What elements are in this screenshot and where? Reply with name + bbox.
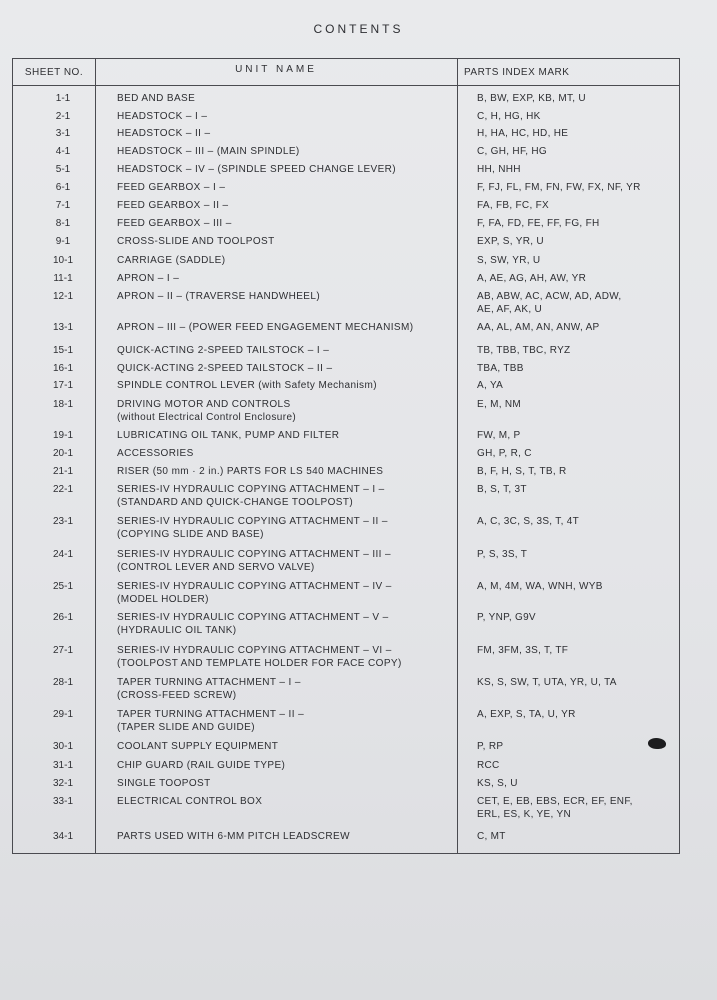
unit-name [117,110,467,123]
parts-index-line: A, C, 3C, S, 3S, T, 4T [477,516,580,527]
unit-name-line: BED AND BASE [117,93,196,104]
parts-index-mark [477,127,687,140]
unit-name [117,290,467,303]
unit-name-line: PARTS USED WITH 6-MM PITCH LEADSCREW [117,831,350,842]
sheet-number: 23-1 [52,516,73,527]
parts-index-line: RCC [477,760,500,771]
unit-name-line: SERIES-IV HYDRAULIC COPYING ATTACHMENT – VI – [117,645,392,656]
unit-name-line: TAPER TURNING ATTACHMENT – II – [117,709,305,720]
parts-index-line: C, H, HG, HK [477,111,541,122]
parts-index-line: FA, FB, FC, FX [477,200,549,211]
unit-name-line: ELECTRICAL CONTROL BOX [117,796,263,807]
parts-index-mark [477,254,687,267]
parts-index-line: KS, S, SW, T, UTA, YR, U, TA [477,677,617,688]
unit-name [117,483,467,509]
parts-index-line: B, BW, EXP, KB, MT, U [477,93,586,104]
sheet-number: 4-1 [55,146,71,157]
sheet-number: 27-1 [52,645,73,656]
parts-index-mark [477,92,687,105]
unit-name [117,199,467,212]
unit-name-line: RISER (50 mm · 2 in.) PARTS FOR LS 540 MACHINES [117,466,384,477]
parts-index-line: GH, P, R, C [477,448,532,459]
parts-index-line: A, YA [477,380,504,391]
unit-name [117,254,467,267]
unit-name [117,362,467,375]
parts-index-line: KS, S, U [477,778,518,789]
sheet-number: 9-1 [55,236,71,247]
unit-name-line: FEED GEARBOX – II – [117,200,229,211]
unit-name [117,235,467,248]
sheet-number: 26-1 [52,612,73,623]
parts-index-line: A, AE, AG, AH, AW, YR [477,273,587,284]
parts-index-mark [477,676,687,689]
unit-name [117,447,467,460]
unit-name [117,740,467,753]
sheet-number: 5-1 [55,164,71,175]
parts-index-mark [477,163,687,176]
sheet-number: 16-1 [52,363,73,374]
unit-name-line: SERIES-IV HYDRAULIC COPYING ATTACHMENT – II – [117,516,388,527]
unit-name-line: QUICK-ACTING 2-SPEED TAILSTOCK – II – [117,363,333,374]
sheet-number: 24-1 [52,549,73,560]
parts-index-line: TB, TBB, TBC, RYZ [477,345,571,356]
unit-name [117,795,467,808]
sheet-number: 15-1 [52,345,73,356]
unit-name-line: (without Electrical Control Enclosure) [117,412,297,423]
sheet-number: 6-1 [55,182,71,193]
unit-name [117,830,467,843]
parts-index-mark [477,290,687,316]
parts-index-mark [477,181,687,194]
unit-name [117,181,467,194]
parts-index-mark [477,777,687,790]
sheet-number: 20-1 [52,448,73,459]
unit-name [117,92,467,105]
unit-name [117,676,467,702]
sheet-number: 18-1 [52,399,73,410]
sheet-number: 19-1 [52,430,73,441]
unit-name [117,321,467,334]
unit-name [117,163,467,176]
parts-index-mark [477,398,687,411]
unit-name-line: (MODEL HOLDER) [117,594,209,605]
parts-index-mark [477,344,687,357]
unit-name-line: APRON – III – (POWER FEED ENGAGEMENT MECHANISM) [117,322,414,333]
contents-table [12,58,680,854]
parts-index-line: AB, ABW, AC, ACW, AD, ADW, [477,291,622,302]
unit-name-line: (STANDARD AND QUICK-CHANGE TOOLPOST) [117,497,354,508]
unit-name-line: LUBRICATING OIL TANK, PUMP AND FILTER [117,430,340,441]
unit-name-line: COOLANT SUPPLY EQUIPMENT [117,741,279,752]
parts-index-mark [477,145,687,158]
sheet-number: 8-1 [55,218,71,229]
parts-index-line: C, GH, HF, HG [477,146,548,157]
parts-index-line: A, EXP, S, TA, U, YR [477,709,576,720]
parts-index-line: HH, NHH [477,164,521,175]
parts-index-line: B, F, H, S, T, TB, R [477,466,567,477]
sheet-number: 34-1 [52,831,73,842]
sheet-number: 29-1 [52,709,73,720]
parts-index-line: H, HA, HC, HD, HE [477,128,569,139]
parts-index-line: A, M, 4M, WA, WNH, WYB [477,581,603,592]
unit-name-line: QUICK-ACTING 2-SPEED TAILSTOCK – I – [117,345,330,356]
unit-name-line: FEED GEARBOX – III – [117,218,232,229]
unit-name [117,644,467,670]
unit-name-line: SERIES-IV HYDRAULIC COPYING ATTACHMENT – V – [117,612,389,623]
unit-name-line: APRON – I – [117,273,180,284]
unit-name-line: CARRIAGE (SADDLE) [117,255,226,266]
unit-name-line: (TOOLPOST AND TEMPLATE HOLDER FOR FACE COPY) [117,658,402,669]
parts-index-line: P, YNP, G9V [477,612,536,623]
parts-index-mark [477,830,687,843]
sheet-number: 21-1 [52,466,73,477]
parts-index-line: FW, M, P [477,430,521,441]
parts-index-mark [477,759,687,772]
unit-name [117,379,467,392]
unit-name [117,580,467,606]
parts-index-mark [477,235,687,248]
unit-name-line: (CONTROL LEVER AND SERVO VALVE) [117,562,315,573]
parts-index-mark [477,217,687,230]
parts-index-mark [477,447,687,460]
parts-index-mark [477,110,687,123]
unit-name-line: (HYDRAULIC OIL TANK) [117,625,237,636]
unit-name [117,272,467,285]
sheet-number: 10-1 [52,255,73,266]
unit-name [117,398,467,424]
parts-index-mark [477,515,687,528]
unit-name-line: (CROSS-FEED SCREW) [117,690,237,701]
header-divider [13,85,679,86]
unit-name-line: SERIES-IV HYDRAULIC COPYING ATTACHMENT – III – [117,549,392,560]
parts-index-mark [477,483,687,496]
sheet-number: 22-1 [52,484,73,495]
parts-index-mark [477,199,687,212]
unit-name [117,217,467,230]
sheet-number: 33-1 [52,796,73,807]
unit-name [117,145,467,158]
parts-index-line: P, S, 3S, T [477,549,528,560]
parts-index-mark [477,272,687,285]
parts-index-line: F, FJ, FL, FM, FN, FW, FX, NF, YR [477,182,641,193]
unit-name-line: SINGLE TOOPOST [117,778,211,789]
unit-name [117,429,467,442]
parts-index-mark [477,321,687,334]
unit-name-line: CHIP GUARD (RAIL GUIDE TYPE) [117,760,286,771]
sheet-number: 28-1 [52,677,73,688]
unit-name-line: SERIES-IV HYDRAULIC COPYING ATTACHMENT – I – [117,484,385,495]
unit-name-line: HEADSTOCK – IV – (SPINDLE SPEED CHANGE LEVER) [117,164,397,175]
sheet-number: 32-1 [52,778,73,789]
sheet-number: 12-1 [52,291,73,302]
sheet-number: 13-1 [52,322,73,333]
unit-name [117,759,467,772]
sheet-number: 2-1 [55,111,71,122]
parts-index-mark [477,708,687,721]
unit-name-line: (TAPER SLIDE AND GUIDE) [117,722,255,733]
unit-name-line: HEADSTOCK – III – (MAIN SPINDLE) [117,146,300,157]
parts-index-line: EXP, S, YR, U [477,236,544,247]
parts-index-line: FM, 3FM, 3S, T, TF [477,645,569,656]
sheet-number: 30-1 [52,741,73,752]
unit-name [117,515,467,541]
parts-index-mark [477,611,687,624]
parts-index-mark [477,580,687,593]
unit-name-line: DRIVING MOTOR AND CONTROLS [117,399,291,410]
unit-name-line: HEADSTOCK – I – [117,111,208,122]
parts-index-mark [477,379,687,392]
unit-name [117,708,467,734]
unit-name-line: HEADSTOCK – II – [117,128,211,139]
unit-name-line: ACCESSORIES [117,448,194,459]
sheet-number: 11-1 [53,273,73,284]
parts-index-line: C, MT [477,831,506,842]
unit-name [117,127,467,140]
unit-name [117,548,467,574]
parts-index-mark [477,362,687,375]
page-title: CONTENTS [313,22,404,36]
parts-index-line: S, SW, YR, U [477,255,541,266]
parts-index-line: AE, AF, AK, U [477,304,543,315]
parts-index-mark [477,644,687,657]
unit-name [117,611,467,637]
parts-index-mark [477,795,687,821]
header-sheet-no: SHEET NO. [24,67,84,78]
sheet-number: 7-1 [55,200,71,211]
parts-index-line: E, M, NM [477,399,522,410]
unit-name-line: APRON – II – (TRAVERSE HANDWHEEL) [117,291,321,302]
parts-index-line: F, FA, FD, FE, FF, FG, FH [477,218,600,229]
sheet-number: 3-1 [55,128,71,139]
sheet-number: 31-1 [52,760,73,771]
sheet-number: 17-1 [52,380,73,391]
unit-name [117,465,467,478]
sheet-number: 25-1 [52,581,73,592]
parts-index-line: B, S, T, 3T [477,484,527,495]
parts-index-line: AA, AL, AM, AN, ANW, AP [477,322,600,333]
header-parts-index-mark: PARTS INDEX MARK [464,67,570,78]
parts-index-line: P, RP [477,741,504,752]
ink-spot [648,738,666,749]
unit-name-line: SERIES-IV HYDRAULIC COPYING ATTACHMENT – IV – [117,581,392,592]
unit-name-line: CROSS-SLIDE AND TOOLPOST [117,236,275,247]
unit-name [117,344,467,357]
header-unit-name: UNIT NAME [235,64,317,75]
parts-index-line: TBA, TBB [477,363,524,374]
parts-index-mark [477,465,687,478]
parts-index-mark [477,548,687,561]
parts-index-line: ERL, ES, K, YE, YN [477,809,571,820]
unit-name [117,777,467,790]
parts-index-mark [477,429,687,442]
unit-name-line: (COPYING SLIDE AND BASE) [117,529,264,540]
unit-name-line: TAPER TURNING ATTACHMENT – I – [117,677,301,688]
parts-index-line: CET, E, EB, EBS, ECR, EF, ENF, [477,796,633,807]
sheet-number: 1-1 [55,93,71,104]
unit-name-line: FEED GEARBOX – I – [117,182,226,193]
unit-name-line: SPINDLE CONTROL LEVER (with Safety Mechanism) [117,380,377,391]
